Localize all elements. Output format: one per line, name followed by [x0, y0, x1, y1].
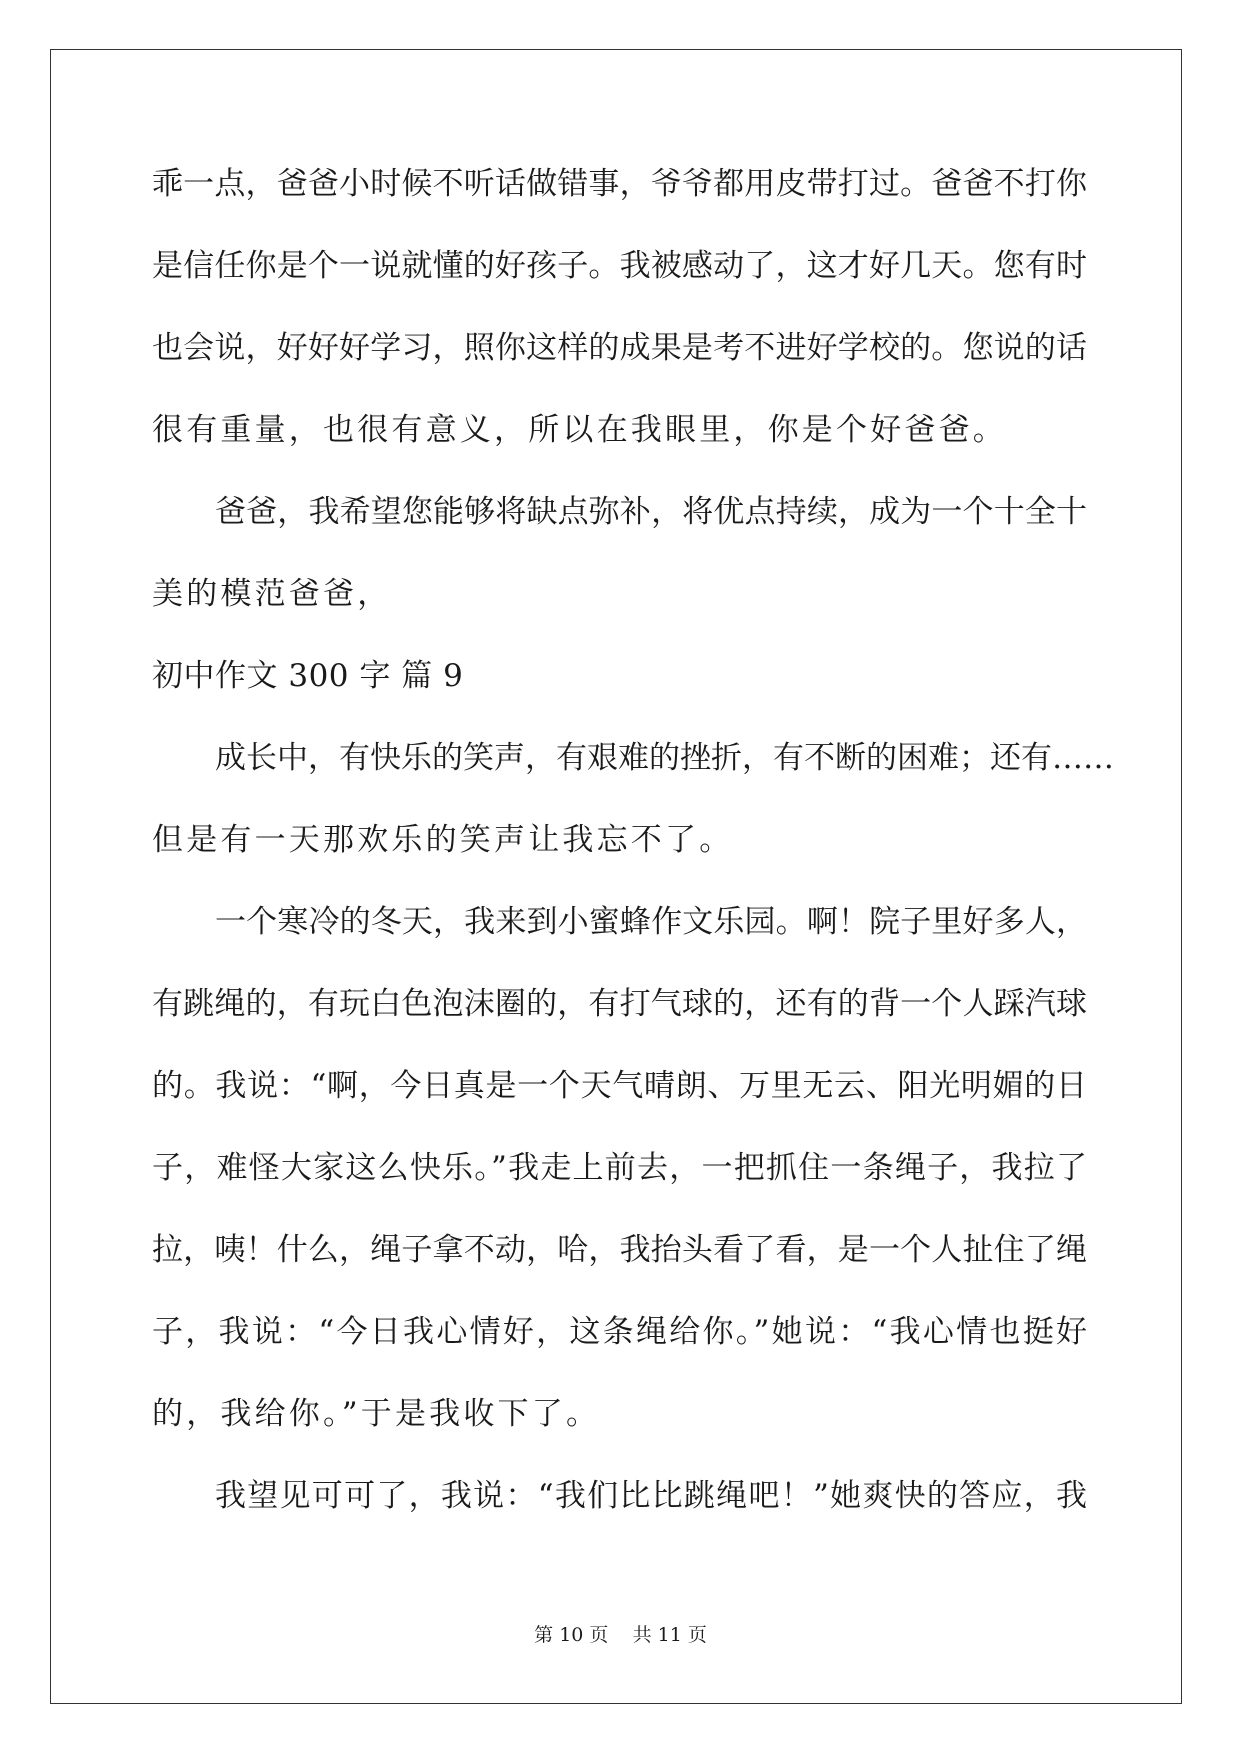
- text-line: 子，难怪大家这么快乐。”我走上前去，一把抓住一条绳子，我拉了: [152, 1150, 1087, 1186]
- text-line: 是信任你是个一说就懂的好孩子。我被感动了，这才好几天。您有时: [152, 248, 1087, 284]
- text-line: 乖一点，爸爸小时候不听话做错事，爷爷都用皮带打过。爸爸不打你: [152, 166, 1087, 202]
- text-line: 的。我说：“啊，今日真是一个天气晴朗、万里无云、阳光明媚的日: [152, 1068, 1087, 1104]
- paragraph-start-line: 爸爸，我希望您能够将缺点弥补，将优点持续，成为一个十全十: [215, 494, 1087, 530]
- document-body: [152, 160, 1114, 1554]
- paragraph-start-line: 我望见可可了，我说：“我们比比跳绳吧！”她爽快的答应，我: [215, 1478, 1087, 1514]
- text-line: 子，我说：“今日我心情好，这条绳给你。”她说：“我心情也挺好: [152, 1314, 1087, 1350]
- page-number-footer: 第 10 页 共 11 页: [534, 1624, 707, 1646]
- paragraph-start-line: 成长中，有快乐的笑声，有艰难的挫折，有不断的困难；还有……: [215, 740, 1114, 776]
- text-line: 但是有一天那欢乐的笑声让我忘不了。: [152, 822, 734, 858]
- text-line: 的，我给你。”于是我收下了。: [152, 1396, 601, 1432]
- text-line: 美的模范爸爸，: [152, 576, 392, 612]
- text-line: 也会说，好好好学习，照你这样的成果是考不进好学校的。您说的话: [152, 330, 1087, 366]
- text-line: 拉，咦！什么，绳子拿不动，哈，我抬头看了看，是一个人扯住了绳: [152, 1232, 1087, 1268]
- section-heading: 初中作文 300 字 篇 9: [152, 658, 464, 694]
- text-line: 很有重量，也很有意义，所以在我眼里，你是个好爸爸。: [152, 412, 1007, 448]
- paragraph-start-line: 一个寒冷的冬天，我来到小蜜蜂作文乐园。啊！院子里好多人，: [215, 904, 1087, 940]
- text-line: 有跳绳的，有玩白色泡沫圈的，有打气球的，还有的背一个人踩汽球: [152, 986, 1087, 1022]
